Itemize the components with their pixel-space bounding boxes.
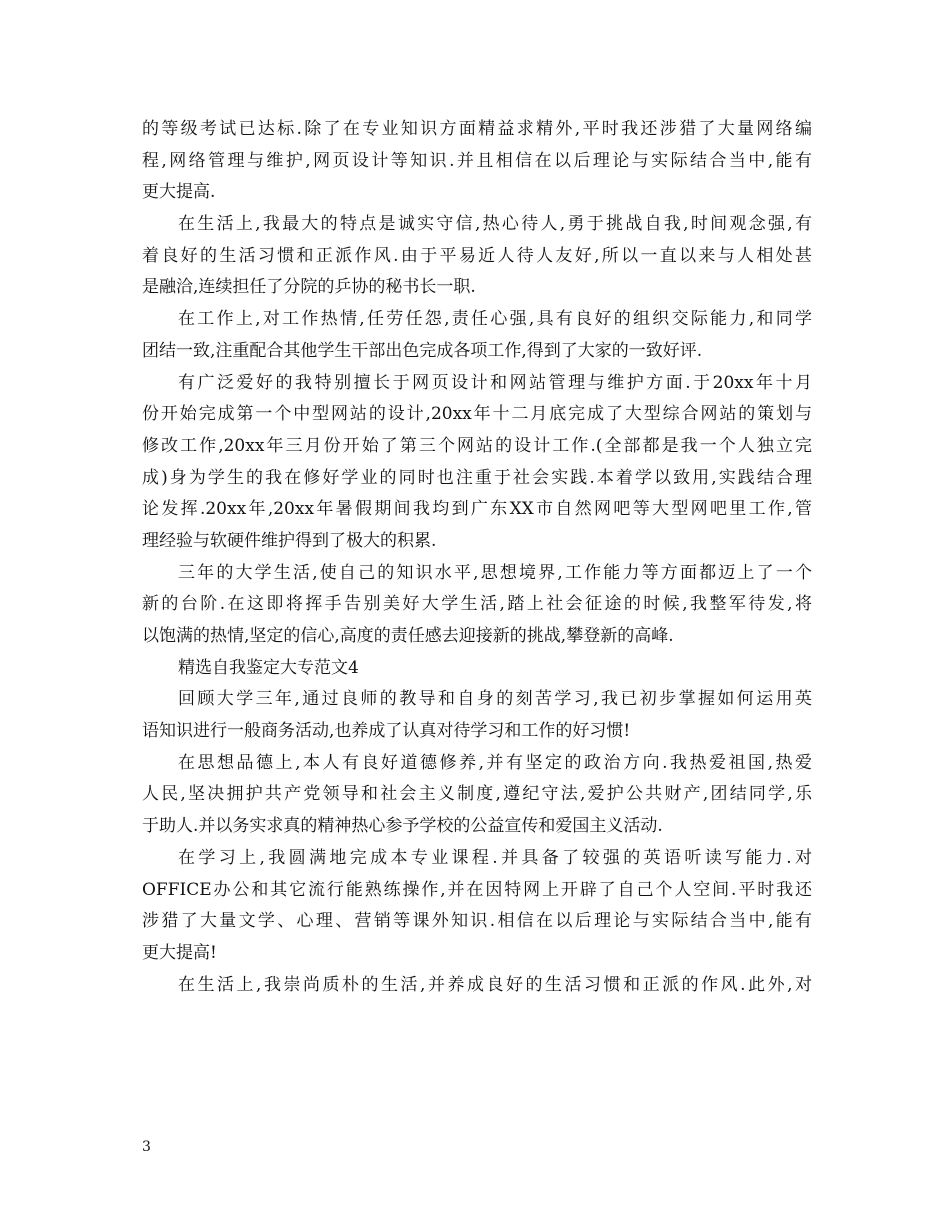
text-line: 修改工作,20xx年三月份开始了第三个网站的设计工作.(全部都是我一个人独立完 — [142, 435, 812, 456]
text-line: 有广泛爱好的我特别擅长于网页设计和网站管理与维护方面.于20xx年十月 — [178, 372, 812, 393]
text-line: 在工作上,对工作热情,任劳任怨,责任心强,具有良好的组织交际能力,和同学 — [178, 309, 812, 330]
text-line: 着良好的生活习惯和正派作风.由于平易近人待人友好,所以一直以来与人相处甚 — [142, 245, 812, 266]
text-line: 三年的大学生活,使自己的知识水平,思想境界,工作能力等方面都迈上了一个 — [178, 562, 812, 583]
text-line: 更大提高. — [142, 182, 216, 203]
body-text — [142, 114, 812, 1001]
text-line: 以饱满的热情,坚定的信心,高度的责任感去迎接新的挑战,攀登新的高峰. — [142, 626, 674, 646]
text-line: OFFICE办公和其它流行能熟练操作,并在因特网上开辟了自己个人空间.平时我还 — [142, 879, 812, 900]
section-heading: 精选自我鉴定大专范文4 — [178, 657, 359, 678]
text-line: 团结一致,注重配合其他学生干部出色完成各项工作,得到了大家的一致好评. — [142, 340, 703, 361]
text-line: 在生活上,我崇尚质朴的生活,并养成良好的生活习惯和正派的作风.此外,对 — [178, 974, 812, 995]
text-line: 成)身为学生的我在修好学业的同时也注重于社会实践.本着学以致用,实践结合理 — [142, 467, 812, 488]
text-line: 在生活上,我最大的特点是诚实守信,热心待人,勇于挑战自我,时间观念强,有 — [178, 214, 812, 235]
text-line: 新的台阶.在这即将挥手告别美好大学生活,踏上社会征途的时候,我整军待发,将 — [142, 594, 812, 615]
text-line: 涉猎了大量文学、心理、营销等课外知识.相信在以后理论与实际结合当中,能有 — [142, 911, 812, 932]
text-line: 份开始完成第一个中型网站的设计,20xx年十二月底完成了大型综合网站的策划与 — [142, 404, 812, 425]
text-line: 理经验与软硬件维护得到了极大的积累. — [142, 530, 437, 551]
page-number: 3 — [142, 1139, 151, 1155]
text-line: 人民,坚决拥护共产党领导和社会主义制度,遵纪守法,爱护公共财产,团结同学,乐 — [142, 784, 812, 805]
text-line: 程,网络管理与维护,网页设计等知识.并且相信在以后理论与实际结合当中,能有 — [142, 150, 812, 171]
text-line: 论发挥.20xx年,20xx年暑假期间我均到广东XX市自然网吧等大型网吧里工作,管 — [142, 499, 812, 520]
text-line: 是融洽,连续担任了分院的乒协的秘书长一职. — [142, 277, 476, 298]
text-line: 在学习上,我圆满地完成本专业课程.并具备了较强的英语听读写能力.对 — [178, 847, 812, 868]
text-line: 在思想品德上,本人有良好道德修养,并有坚定的政治方向.我热爱祖国,热爱 — [178, 752, 812, 773]
text-line: 于助人.并以务实求真的精神热心参予学校的公益宣传和爱国主义活动. — [142, 816, 663, 837]
text-line: 语知识进行一般商务活动,也养成了认真对待学习和工作的好习惯! — [142, 721, 631, 742]
text-line: 的等级考试已达标.除了在专业知识方面精益求精外,平时我还涉猎了大量网络编 — [142, 119, 812, 139]
text-line: 更大提高! — [142, 942, 217, 963]
text-line: 回顾大学三年,通过良师的教导和自身的刻苦学习,我已初步掌握如何运用英 — [178, 689, 812, 710]
